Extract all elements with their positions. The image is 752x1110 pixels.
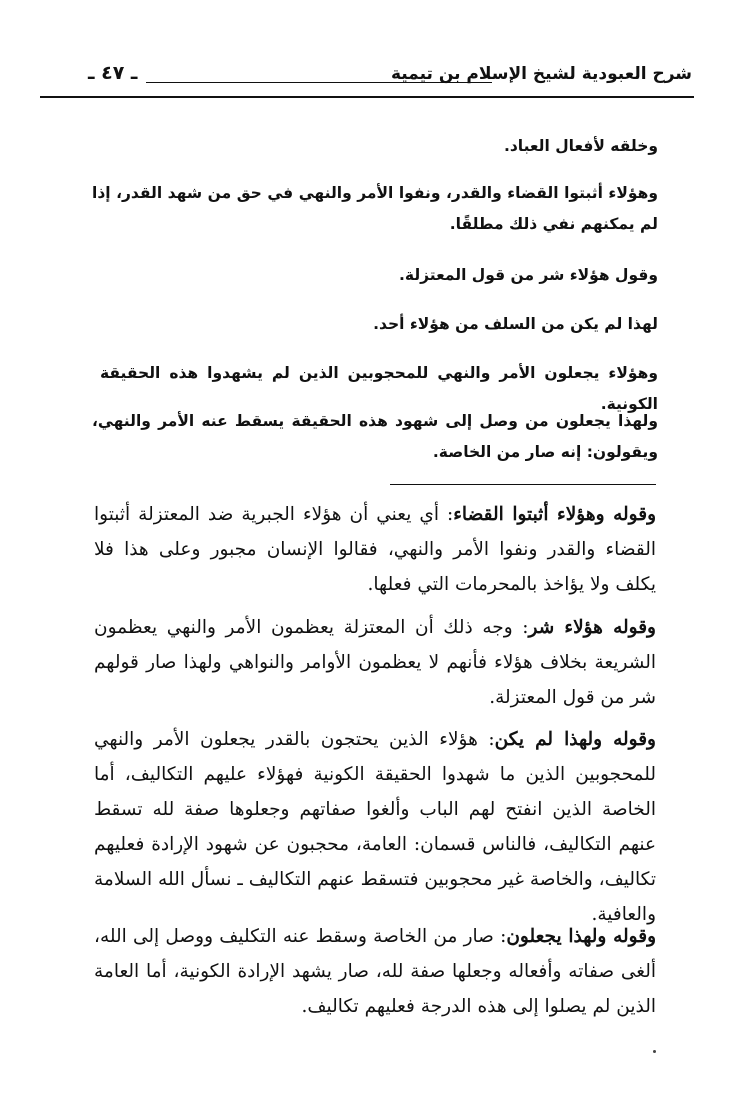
commentary-lead: وقوله ولهذا يجعلون xyxy=(506,926,656,947)
section-separator xyxy=(390,484,656,485)
quoted-text-paragraph: ولهذا يجعلون من وصل إلى شهود هذه الحقيقة يسقط عنه الأمر والنهي، ويقولون: إنه صار من الخاصة. xyxy=(92,412,658,461)
commentary-text: : صار من الخاصة وسقط عنه التكليف ووصل إلى الله، ألغى صفاته وأفعاله وجعلها صفة لله، صار يشهد الإرادة الكونية، أما العامة الذين لم يصلوا إلى هذه الدرجة فعليهم تكاليف. xyxy=(94,926,656,1017)
header-rule xyxy=(146,82,492,83)
quoted-text-line: لهذا لم يكن من السلف من هؤلاء أحد. xyxy=(373,315,658,333)
commentary-paragraph xyxy=(94,497,656,602)
commentary-paragraph xyxy=(94,722,656,932)
page-number: ـ ٤٧ ـ xyxy=(88,62,138,84)
commentary-lead: وقوله هؤلاء شر xyxy=(528,617,656,638)
commentary-text: : هؤلاء الذين يحتجون بالقدر يجعلون الأمر والنهي للمحجوبين الذين ما شهدوا الحقيقة الكونية فهؤلاء عليهم التكاليف، أما الخاصة الذين انفتح لهم الباب وألغوا صفاتهم وجعلوها صفة لله تسقط عنهم التكاليف، فالناس قسمان: العامة، محجبون عن شهود الإرادة فعليهم تكاليف، والخاصة غير محجوبين فتسقط عنهم التكاليف ـ نسأل الله السلامة والعافية. xyxy=(94,729,656,925)
header-divider xyxy=(40,96,694,98)
quoted-text-line: وخلقه لأفعال العباد. xyxy=(503,137,658,155)
book-title: شرح العبودية لشيخ الإسلام بن تيمية xyxy=(390,64,692,84)
quoted-text-line: وقول هؤلاء شر من قول المعتزلة. xyxy=(399,266,658,284)
quoted-text-line: وهؤلاء يجعلون الأمر والنهي للمحجوبين الذين لم يشهدوا هذه الحقيقة الكونية. xyxy=(100,364,658,413)
print-speck xyxy=(653,1050,656,1053)
commentary-lead: وقوله ولهذا لم يكن xyxy=(494,729,656,750)
quoted-text-paragraph: وهؤلاء أثبتوا القضاء والقدر، ونفوا الأمر والنهي في حق من شهد القدر، إذا لم يمكنهم نفي ذلك مطلقًا. xyxy=(92,184,658,233)
running-header xyxy=(88,62,692,92)
commentary-text: : أي يعني أن هؤلاء الجبرية ضد المعتزلة أثبتوا القضاء والقدر ونفوا الأمر والنهي، فقالوا الإنسان مجبور وعلى هذا فلا يكلف ولا يؤاخذ بالمحرمات التي فعلها. xyxy=(94,504,656,595)
commentary-lead: وقوله وهؤلاء أثبتوا القضاء xyxy=(453,504,657,525)
commentary-paragraph xyxy=(94,610,656,715)
commentary-paragraph xyxy=(94,919,656,1024)
commentary-text: : وجه ذلك أن المعتزلة يعظمون الأمر والنهي يعظمون الشريعة بخلاف هؤلاء فأنهم لا يعظمون الأوامر والنواهي ولهذا صار قولهم شر من قول المعتزلة. xyxy=(94,617,656,708)
